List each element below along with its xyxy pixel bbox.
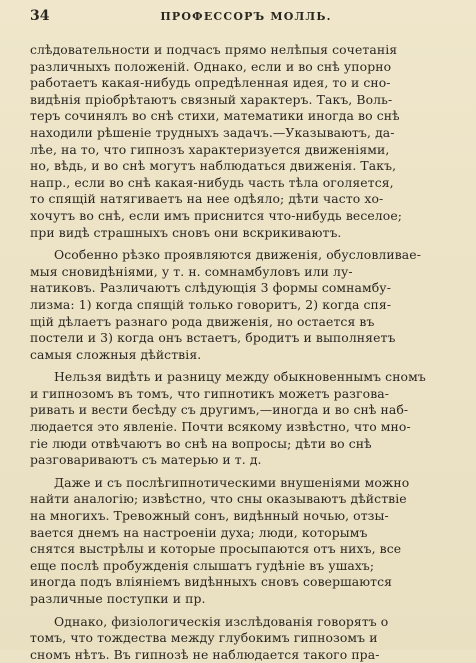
text-line: и гипнозомъ въ томъ, что гипнотикъ можетъ разгова- (30, 385, 390, 401)
text-line: слѣдовательности и подчасъ прямо нелѣпыя сочетанія (30, 42, 398, 57)
text-line: на многихъ. Тревожный сонъ, видѣнный ночью, отзы- (30, 508, 389, 524)
text-line: томъ, что тождества между глубокимъ гипнозомъ и (30, 630, 378, 646)
running-title: ПРОФЕССОРЪ МОЛЛЬ. (160, 10, 332, 23)
text-line: работаетъ какая-нибудь опредѣленная идея, то и сно- (30, 75, 391, 91)
text-line: видѣнія пріобрѣтаютъ связный характеръ. Такъ, Воль- (30, 91, 393, 107)
text-line: разговариваютъ съ матерью и т. д. (30, 452, 262, 468)
paragraph (30, 247, 462, 363)
paragraph (30, 369, 462, 469)
text-line: различныхъ положеній. Однако, если и во снѣ упорно (30, 58, 392, 74)
page-header (30, 8, 462, 32)
text-line: щій дѣлаетъ разнаго рода движенія, но остается въ (30, 313, 375, 329)
text-line: людается это явленіе. Почти всякому извѣстно, что мно- (30, 419, 411, 435)
text-line: гіе люди отвѣчаютъ во снѣ на вопросы; дѣти во снѣ (30, 435, 372, 451)
text-line: то спящій натягиваетъ на нее одѣяло; дѣти часто хо- (30, 191, 384, 207)
text-line: сномъ нѣтъ. Въ гипнозѣ не наблюдается такого пра- (30, 646, 380, 662)
text-line: находили рѣшеніе трудныхъ задачъ.—Указываютъ, да- (30, 124, 395, 140)
text-line: ривать и вести бесѣду съ другимъ,—иногда и во снѣ наб- (30, 402, 409, 418)
text-line: лизма: 1) когда спящій только говоритъ, 2) когда спя- (30, 296, 392, 312)
text-line: хочутъ во снѣ, если имъ приснится что-нибудь веселое; (30, 207, 403, 223)
text-line: иногда подъ вліяніемъ видѣнныхъ сновъ совершаются (30, 574, 393, 590)
text-line: Даже и съ послѣгипнотическими внушеніями можно (54, 474, 410, 490)
text-line: Особенно рѣзко проявляются движенія, обусловливае- (54, 247, 422, 263)
text-line: натиковъ. Различаютъ слѣдующія 3 формы сомнамбу- (30, 280, 391, 296)
text-line: различные поступки и пр. (30, 591, 206, 606)
text-line: лѣе, на то, что гипнозъ характеризуется движеніями, (30, 141, 390, 157)
page-number: 34 (30, 8, 50, 24)
text-line: постели и 3) когда онъ встаетъ, бродитъ и выполняетъ (30, 330, 396, 346)
text-line: самыя сложныя дѣйствія. (30, 346, 202, 362)
text-line: напр., если во снѣ какая-нибудь часть тѣла оголяется, (30, 174, 394, 190)
text-line: но, вѣдь, и во снѣ могутъ наблюдаться движенія. Такъ, (30, 158, 397, 174)
paragraph (30, 614, 462, 663)
paragraph (30, 42, 462, 241)
text-line: Нельзя видѣть и разницу между обыкновеннымъ сномъ (54, 369, 426, 385)
text-line: найти аналогію; извѣстно, что сны оказываютъ дѣйствіе (30, 491, 407, 507)
text-line: мыя сновидѣніями, у т. н. сомнамбуловъ или лу- (30, 263, 353, 279)
text-line: еще послѣ пробужденія слышатъ гудѣніе въ ушахъ; (30, 557, 375, 573)
body-text (30, 42, 462, 663)
text-line: Однако, физіологическія изслѣдованія говорятъ о (54, 613, 389, 629)
text-line: теръ сочинялъ во снѣ стихи, математики иногда во снѣ (30, 108, 400, 124)
paragraph (30, 475, 462, 608)
text-line: при видѣ страшныхъ сновъ они вскрикиваютъ. (30, 224, 342, 240)
text-line: снятся выстрѣлы и которые просыпаются отъ нихъ, все (30, 541, 402, 557)
text-line: вается днемъ на настроеніи духа; люди, которымъ (30, 524, 368, 540)
